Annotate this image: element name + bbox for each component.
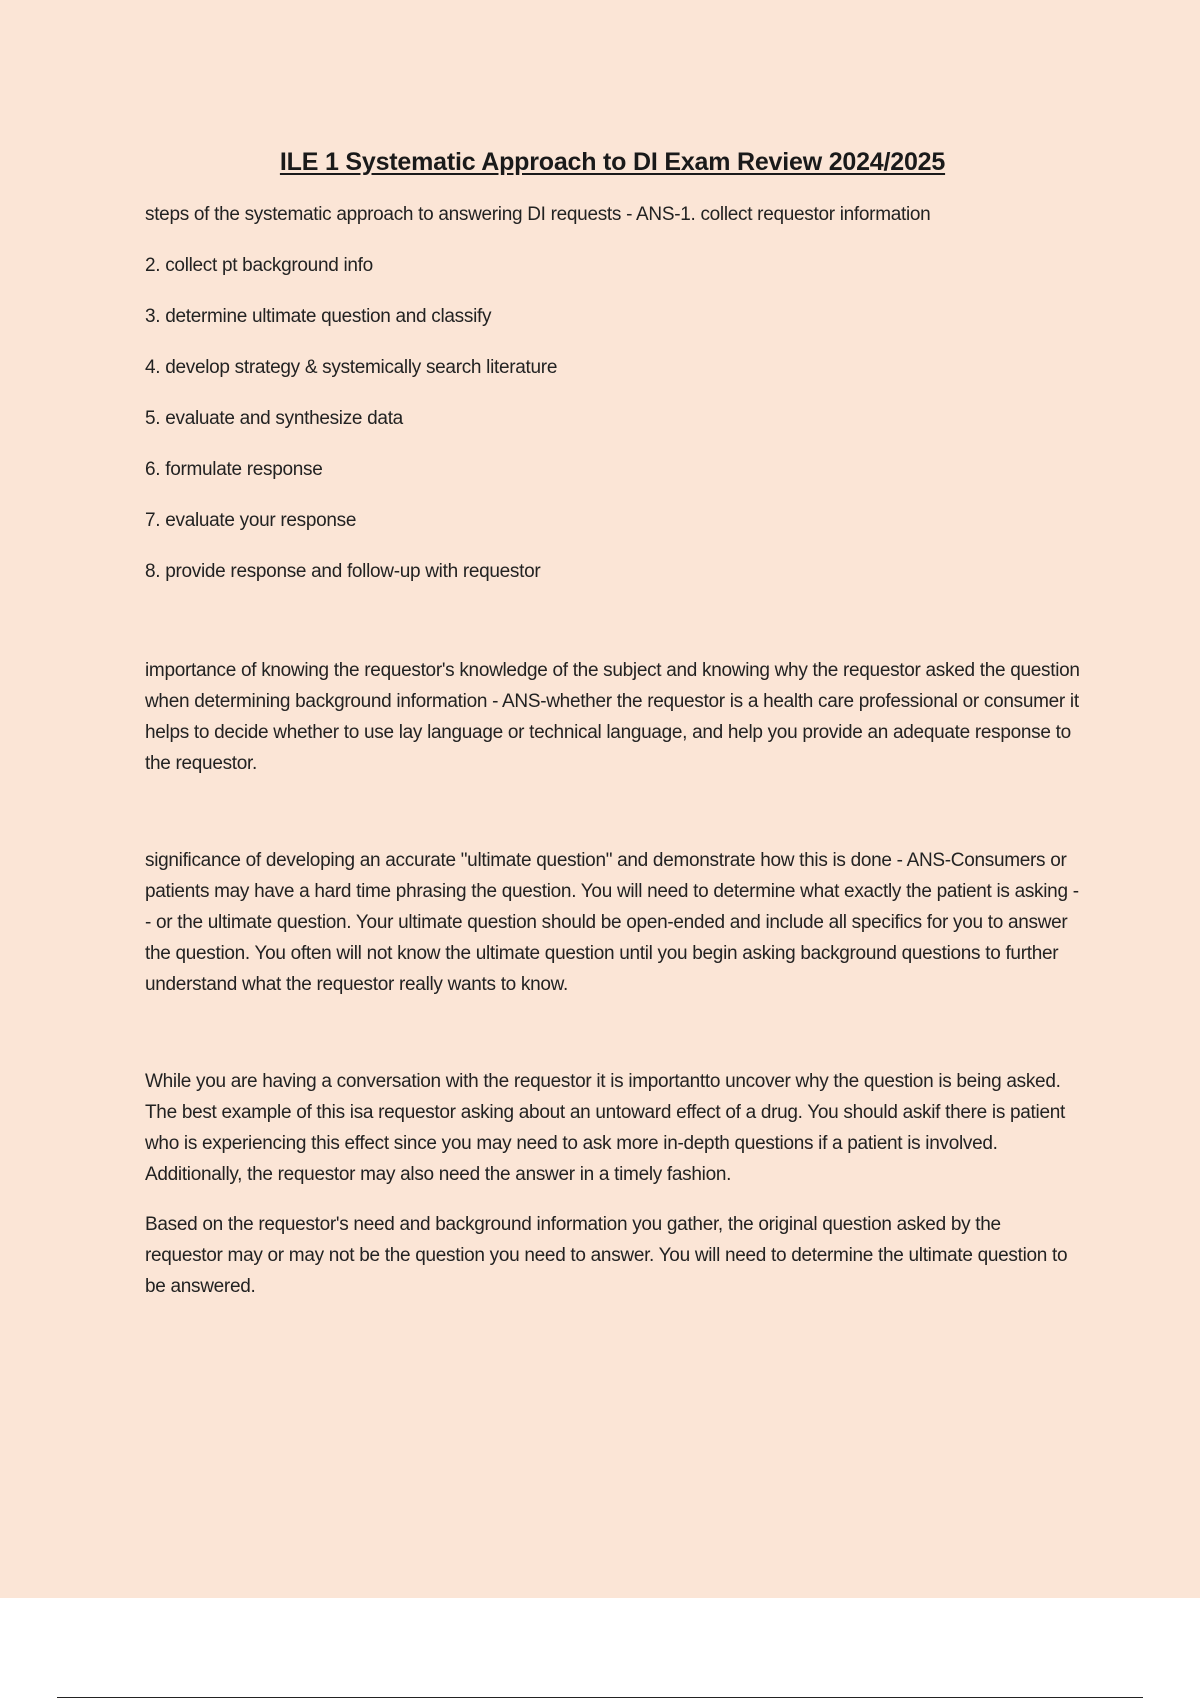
paragraph-ultimate-question: significance of developing an accurate "ultimate question" and demonstrate how this is done - ANS-Consumers or patients may have a hard time phrasing the question. You will need to determine what exactly the patient is asking -- or the ultimate question. Your ultimate question should be open-ended and include all specifics for you to answer the question. You often will not know the ultimate question until you begin asking background questions to further understand what the requestor really wants to know. bbox=[145, 850, 1079, 995]
paragraph-requestor-knowledge: importance of knowing the requestor's knowledge of the subject and knowing why the requestor asked the question when determining background information - ANS-whether the requestor is a health care professional or consumer it helps to decide whether to use lay language or technical language, and help you provide an adequate response to the requestor. bbox=[145, 660, 1080, 774]
step-line: 4. develop strategy & systemically search literature bbox=[145, 357, 558, 378]
step-line: steps of the systematic approach to answering DI requests - ANS-1. collect requestor information bbox=[145, 204, 931, 225]
step-line: 8. provide response and follow-up with requestor bbox=[145, 561, 541, 582]
step-line: 7. evaluate your response bbox=[145, 510, 357, 531]
step-line: 3. determine ultimate question and classify bbox=[145, 306, 492, 327]
footer-divider bbox=[57, 1697, 1143, 1698]
document-title: ILE 1 Systematic Approach to DI Exam Review 2024/2025 bbox=[279, 148, 946, 176]
document-body bbox=[145, 148, 1080, 1321]
step-line: 5. evaluate and synthesize data bbox=[145, 408, 403, 429]
paragraph-conversation: While you are having a conversation with the requestor it is importantto uncover why the question is being asked. The best example of this isa requestor asking about an untoward effect of a drug. You should askif there is patient who is experiencing this effect since you may need to ask more in-depth questions if a patient is involved. Additionally, the requestor may also need the answer in a timely fashion. bbox=[145, 1071, 1065, 1185]
step-line: 2. collect pt background info bbox=[145, 255, 373, 276]
paragraph-based-on-need: Based on the requestor's need and background information you gather, the original question asked by the requestor may or may not be the question you need to answer. You will need to determine the ultimate question to be answered. bbox=[145, 1214, 1068, 1297]
step-line: 6. formulate response bbox=[145, 459, 323, 480]
